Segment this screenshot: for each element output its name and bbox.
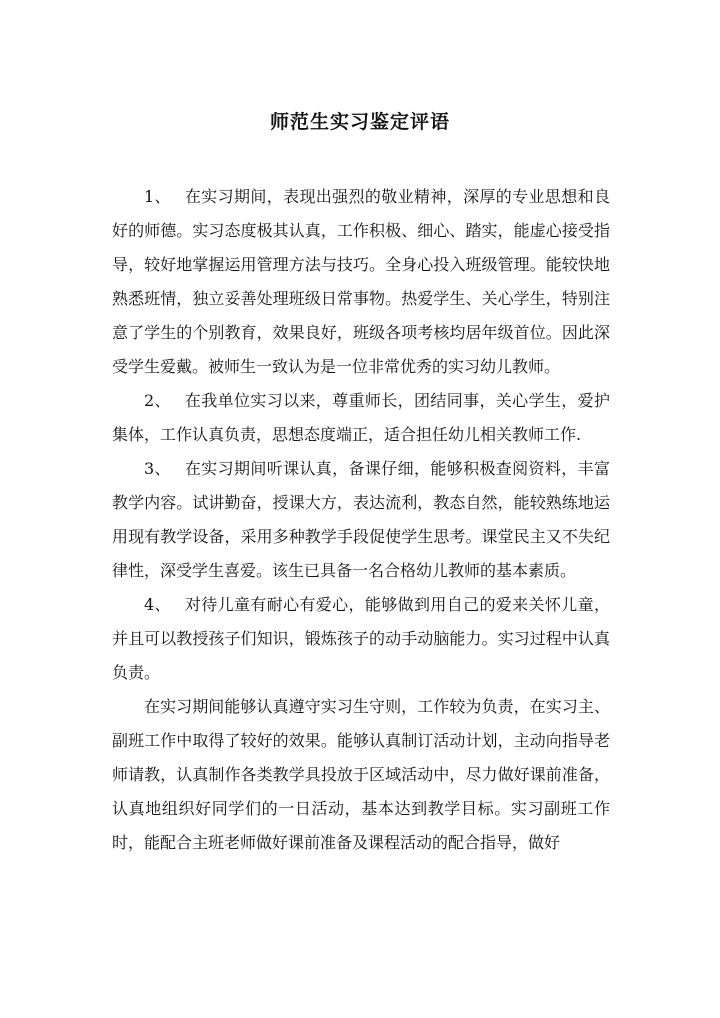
paragraph-number: 3、 [144, 459, 171, 478]
paragraph-5 [112, 690, 610, 860]
paragraph-text: 在我单位实习以来，尊重师长，团结同事，关心学生，爱护集体，工作认真负责，思想态度端正，适合担任幼儿相关教师工作. [112, 391, 610, 444]
paragraph-text: 在实习期间，表现出强烈的敬业精神，深厚的专业思想和良好的师德。实习态度极其认真，工作积极、细心、踏实，能虚心接受指导，较好地掌握运用管理方法与技巧。全身心投入班级管理。能较快地熟悉班情，独立妥善处理班级日常事物。热爱学生、关心学生，特别注意了学生的个别教育，效果良好，班级各项考核均居年级首位。因此深受学生爱戴。被师生一致认为是一位非常优秀的实习幼儿教师。 [112, 187, 610, 376]
paragraph-2 [112, 384, 610, 452]
paragraph-number: 4、 [144, 595, 171, 614]
paragraph-3 [112, 452, 610, 588]
paragraph-text: 在实习期间能够认真遵守实习生守则，工作较为负责，在实习主、副班工作中取得了较好的效果。能够认真制订活动计划，主动向指导老师请教，认真制作各类教学具投放于区域活动中，尽力做好课前准备，认真地组织好同学们的一日活动，基本达到教学目标。实习副班工作时，能配合主班老师做好课前准备及课程活动的配合指导，做好 [112, 697, 610, 852]
paragraph-1 [112, 180, 610, 384]
paragraph-text: 在实习期间听课认真，备课仔细，能够积极查阅资料，丰富教学内容。试讲勤奋，授课大方，表达流利，教态自然，能较熟练地运用现有教学设备，采用多种教学手段促使学生思考。课堂民主又不失纪律性，深受学生喜爱。该生已具备一名合格幼儿教师的基本素质。 [112, 459, 610, 580]
paragraph-4 [112, 588, 610, 690]
paragraph-number: 2、 [144, 391, 171, 410]
paragraph-number: 1、 [144, 187, 171, 206]
paragraph-text: 对待儿童有耐心有爱心，能够做到用自己的爱来关怀儿童，并且可以教授孩子们知识，锻炼孩子的动手动脑能力。实习过程中认真负责。 [112, 595, 610, 682]
document-title: 师范生实习鉴定评语 [269, 111, 450, 133]
document-body [112, 180, 610, 860]
